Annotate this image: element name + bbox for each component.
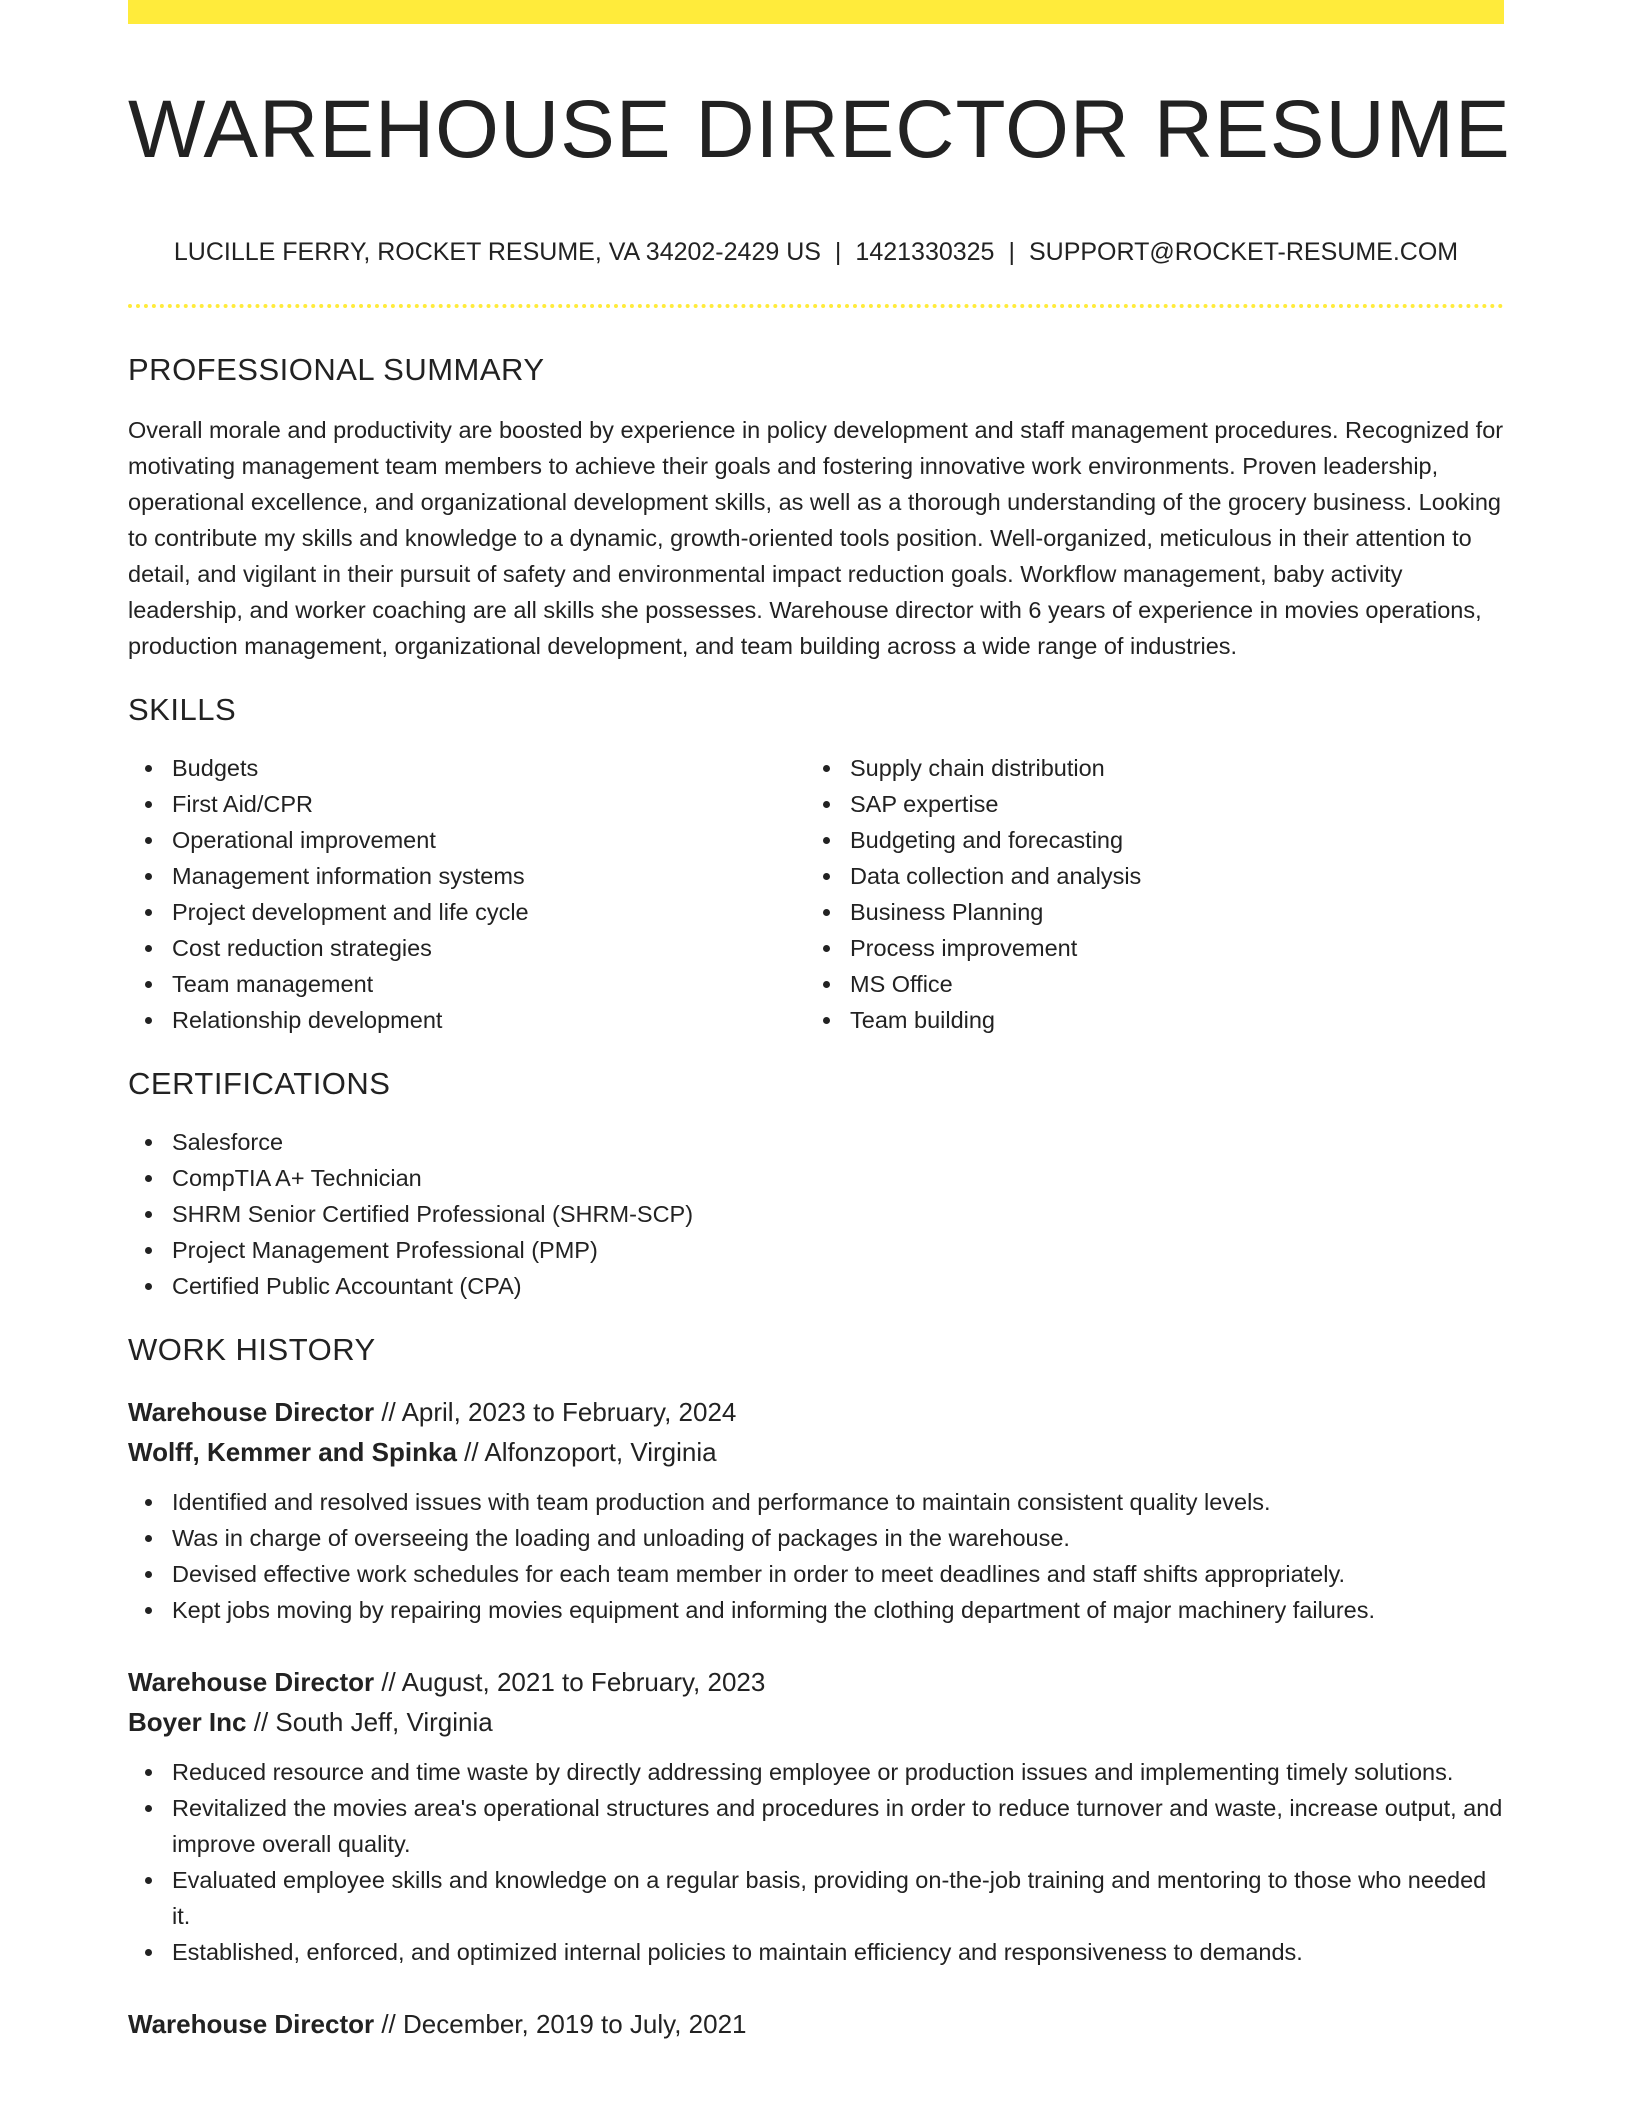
job-duties-list bbox=[128, 1754, 1504, 1970]
skills-column-left bbox=[128, 750, 806, 1038]
job-entry bbox=[128, 1392, 1504, 1628]
certifications-list bbox=[128, 1124, 1504, 1304]
work-history-heading: WORK HISTORY bbox=[128, 1332, 376, 1367]
contact-address: LUCILLE FERRY, ROCKET RESUME, VA 34202-2429 US bbox=[173, 238, 821, 266]
skill-item: Budgeting and forecasting bbox=[850, 822, 1484, 858]
skill-item: Relationship development bbox=[172, 1002, 806, 1038]
skill-item: Project development and life cycle bbox=[172, 894, 806, 930]
skill-item: SAP expertise bbox=[850, 786, 1484, 822]
certifications-heading: CERTIFICATIONS bbox=[128, 1066, 391, 1101]
job-duty-item: Identified and resolved issues with team production and performance to maintain consistent quality levels. bbox=[172, 1484, 1504, 1520]
skill-item: Process improvement bbox=[850, 930, 1484, 966]
job-company: Boyer Inc bbox=[128, 1707, 247, 1737]
contact-line bbox=[128, 236, 1504, 268]
skill-item: MS Office bbox=[850, 966, 1484, 1002]
job-company: Wolff, Kemmer and Spinka bbox=[128, 1437, 457, 1467]
job-duty-item: Kept jobs moving by repairing movies equipment and informing the clothing department of major machinery failures. bbox=[172, 1592, 1504, 1628]
job-company-line bbox=[128, 1432, 1504, 1472]
skill-item: First Aid/CPR bbox=[172, 786, 806, 822]
job-duty-item: Established, enforced, and optimized internal policies to maintain efficiency and responsiveness to demands. bbox=[172, 1934, 1504, 1970]
skill-item: Supply chain distribution bbox=[850, 750, 1484, 786]
skills-column-right bbox=[806, 750, 1484, 1038]
top-accent-bar bbox=[128, 0, 1504, 24]
skill-item: Business Planning bbox=[850, 894, 1484, 930]
skill-item: Management information systems bbox=[172, 858, 806, 894]
contact-email: SUPPORT@ROCKET-RESUME.COM bbox=[1028, 238, 1459, 266]
job-title-line bbox=[128, 1662, 1504, 1702]
contact-separator: | bbox=[1008, 238, 1015, 266]
certification-item: CompTIA A+ Technician bbox=[172, 1160, 1504, 1196]
certification-item: SHRM Senior Certified Professional (SHRM-SCP) bbox=[172, 1196, 1504, 1232]
job-duty-item: Reduced resource and time waste by directly addressing employee or production issues and implementing timely solutions. bbox=[172, 1754, 1504, 1790]
job-duty-item: Revitalized the movies area's operational structures and procedures in order to reduce turnover and waste, increase output, and improve overall quality. bbox=[172, 1790, 1504, 1862]
summary-text: Overall morale and productivity are boosted by experience in policy development and staff management procedures. Recognized for motivating management team members to achieve their goals and fostering innovative work environments. Proven leadership, operational excellence, and organizational development skills, as well as a thorough understanding of the grocery business. Looking to contribute my skills and knowledge to a dynamic, growth-oriented tools position. Well-organized, meticulous in their attention to detail, and vigilant in their pursuit of safety and environmental impact reduction goals. Workflow management, baby activity leadership, and worker coaching are all skills she possesses. Warehouse director with 6 years of experience in movies operations, production management, organizational development, and team building across a wide range of industries. bbox=[128, 417, 1504, 659]
job-entry bbox=[128, 2004, 1504, 2044]
job-duties-list bbox=[128, 1484, 1504, 1628]
job-dates: // August, 2021 to February, 2023 bbox=[374, 1667, 766, 1697]
job-entry bbox=[128, 1662, 1504, 1970]
job-dates: // April, 2023 to February, 2024 bbox=[374, 1397, 737, 1427]
skill-item: Budgets bbox=[172, 750, 806, 786]
skills-grid bbox=[128, 750, 1504, 1038]
certification-item: Salesforce bbox=[172, 1124, 1504, 1160]
contact-separator: | bbox=[834, 238, 842, 266]
job-dates: // December, 2019 to July, 2021 bbox=[374, 2009, 747, 2039]
resume-page bbox=[128, 0, 1511, 2044]
job-location: // South Jeff, Virginia bbox=[246, 1707, 493, 1737]
contact-phone: 1421330325 bbox=[855, 238, 995, 266]
job-duty-item: Devised effective work schedules for each team member in order to meet deadlines and staff shifts appropriately. bbox=[172, 1556, 1504, 1592]
job-title: Warehouse Director bbox=[128, 1667, 375, 1697]
summary-heading: PROFESSIONAL SUMMARY bbox=[128, 352, 545, 387]
skill-item: Team building bbox=[850, 1002, 1484, 1038]
job-location: // Alfonzoport, Virginia bbox=[456, 1437, 717, 1467]
skill-item: Cost reduction strategies bbox=[172, 930, 806, 966]
job-title: Warehouse Director bbox=[128, 1397, 375, 1427]
job-title-line bbox=[128, 1392, 1504, 1432]
job-title: Warehouse Director bbox=[128, 2009, 375, 2039]
job-title-line bbox=[128, 2004, 1504, 2044]
skill-item: Operational improvement bbox=[172, 822, 806, 858]
skill-item: Team management bbox=[172, 966, 806, 1002]
job-company-line bbox=[128, 1702, 1504, 1742]
dotted-divider bbox=[128, 304, 1504, 308]
skill-item: Data collection and analysis bbox=[850, 858, 1484, 894]
skills-heading: SKILLS bbox=[128, 692, 237, 727]
job-duty-item: Was in charge of overseeing the loading and unloading of packages in the warehouse. bbox=[172, 1520, 1504, 1556]
resume-title: WAREHOUSE DIRECTOR RESUME bbox=[128, 84, 1511, 175]
certification-item: Certified Public Accountant (CPA) bbox=[172, 1268, 1504, 1304]
job-duty-item: Evaluated employee skills and knowledge on a regular basis, providing on-the-job training and mentoring to those who needed it. bbox=[172, 1862, 1504, 1934]
certification-item: Project Management Professional (PMP) bbox=[172, 1232, 1504, 1268]
